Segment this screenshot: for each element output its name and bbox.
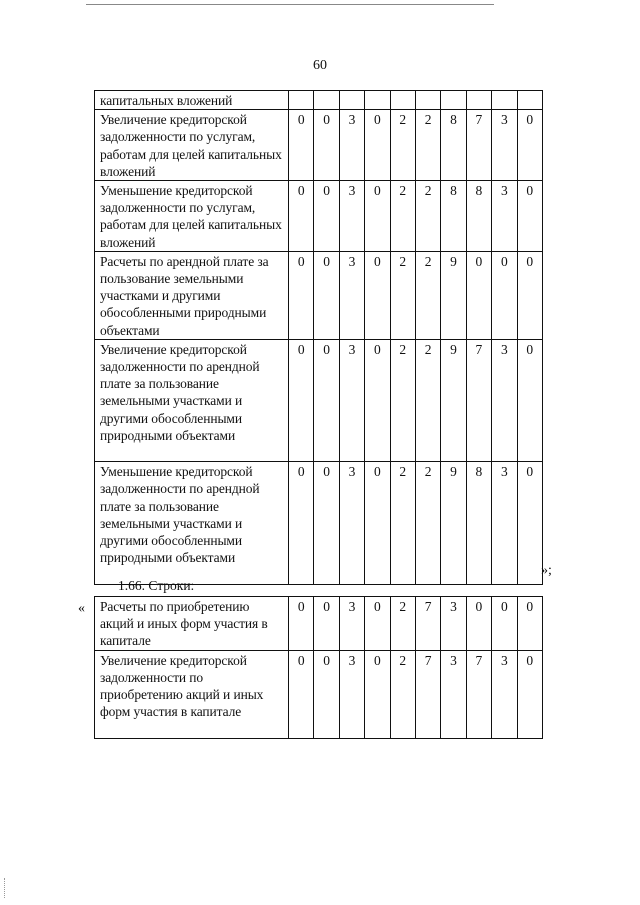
code-digit-cell: 0 — [466, 251, 491, 339]
row-label: Увеличение кредиторской задолженности по арендной плате за пользование земельными участками и другими обособленными природными объектами — [95, 339, 289, 461]
code-digit-cell: 0 — [289, 650, 314, 738]
code-digit-cell: 2 — [390, 181, 415, 252]
code-digit-cell: 8 — [441, 181, 466, 252]
code-digit-cell: 3 — [339, 181, 364, 252]
code-digit-cell: 0 — [365, 650, 390, 738]
code-digit-cell — [517, 91, 542, 110]
code-digit-cell: 0 — [517, 339, 542, 461]
code-digit-cell: 0 — [289, 110, 314, 181]
code-digit-cell: 3 — [492, 650, 517, 738]
code-digit-cell: 9 — [441, 339, 466, 461]
accounts-table-new-rows — [94, 596, 543, 739]
code-digit-cell — [390, 91, 415, 110]
code-digit-cell: 2 — [390, 110, 415, 181]
row-label: капитальных вложений — [95, 91, 289, 110]
table-row — [95, 597, 543, 651]
table-row — [95, 181, 543, 252]
code-digit-cell — [415, 91, 440, 110]
accounts-table-body — [95, 597, 543, 739]
code-digit-cell: 3 — [492, 462, 517, 584]
section-label: 1.66. Строки: — [118, 578, 195, 593]
opening-quote: « — [78, 601, 85, 616]
code-digit-cell: 0 — [314, 650, 339, 738]
margin-mark — [4, 878, 6, 898]
code-digit-cell: 0 — [365, 251, 390, 339]
code-digit-cell: 0 — [517, 597, 542, 651]
code-digit-cell — [441, 91, 466, 110]
code-digit-cell — [492, 91, 517, 110]
code-digit-cell: 0 — [314, 181, 339, 252]
code-digit-cell: 3 — [441, 597, 466, 651]
code-digit-cell: 2 — [390, 339, 415, 461]
code-digit-cell: 3 — [492, 110, 517, 181]
code-digit-cell: 0 — [289, 462, 314, 584]
code-digit-cell: 0 — [289, 181, 314, 252]
code-digit-cell: 0 — [365, 181, 390, 252]
table-row — [95, 91, 543, 110]
code-digit-cell: 3 — [492, 339, 517, 461]
code-digit-cell: 7 — [466, 110, 491, 181]
top-rule — [86, 4, 494, 5]
code-digit-cell: 3 — [339, 110, 364, 181]
code-digit-cell: 0 — [517, 251, 542, 339]
code-digit-cell: 0 — [517, 650, 542, 738]
code-digit-cell: 0 — [365, 110, 390, 181]
accounts-table-continued — [94, 90, 543, 585]
code-digit-cell: 2 — [390, 462, 415, 584]
code-digit-cell: 7 — [415, 650, 440, 738]
code-digit-cell: 3 — [492, 181, 517, 252]
code-digit-cell: 7 — [415, 597, 440, 651]
code-digit-cell: 3 — [339, 339, 364, 461]
code-digit-cell: 2 — [390, 597, 415, 651]
row-label: Уменьшение кредиторской задолженности по услугам, работам для целей капитальных вложений — [95, 181, 289, 252]
code-digit-cell: 3 — [441, 650, 466, 738]
code-digit-cell — [339, 91, 364, 110]
code-digit-cell: 3 — [339, 251, 364, 339]
table-row — [95, 110, 543, 181]
code-digit-cell: 0 — [517, 462, 542, 584]
code-digit-cell: 2 — [390, 251, 415, 339]
code-digit-cell: 0 — [492, 251, 517, 339]
code-digit-cell: 3 — [339, 462, 364, 584]
code-digit-cell: 3 — [339, 650, 364, 738]
table-row — [95, 650, 543, 738]
table-row — [95, 462, 543, 584]
row-label: Увеличение кредиторской задолженности по приобретению акций и иных форм участия в капитале — [95, 650, 289, 738]
code-digit-cell — [289, 91, 314, 110]
code-digit-cell: 2 — [415, 462, 440, 584]
row-label: Увеличение кредиторской задолженности по услугам, работам для целей капитальных вложений — [95, 110, 289, 181]
code-digit-cell: 7 — [466, 650, 491, 738]
code-digit-cell — [466, 91, 491, 110]
code-digit-cell: 0 — [517, 110, 542, 181]
code-digit-cell: 0 — [314, 597, 339, 651]
code-digit-cell: 0 — [314, 462, 339, 584]
code-digit-cell: 2 — [390, 650, 415, 738]
code-digit-cell: 0 — [492, 597, 517, 651]
row-label: Расчеты по арендной плате за пользование земельными участками и другими обособленными природными объектами — [95, 251, 289, 339]
code-digit-cell: 0 — [289, 339, 314, 461]
code-digit-cell: 2 — [415, 251, 440, 339]
code-digit-cell: 0 — [314, 339, 339, 461]
code-digit-cell: 2 — [415, 339, 440, 461]
code-digit-cell: 2 — [415, 110, 440, 181]
closing-quote: »; — [541, 563, 552, 578]
code-digit-cell: 9 — [441, 251, 466, 339]
code-digit-cell: 0 — [289, 597, 314, 651]
page-number: 60 — [313, 58, 327, 73]
code-digit-cell: 0 — [314, 251, 339, 339]
row-label: Уменьшение кредиторской задолженности по арендной плате за пользование земельными участками и другими обособленными природными объектами — [95, 462, 289, 584]
code-digit-cell: 0 — [466, 597, 491, 651]
code-digit-cell: 8 — [466, 462, 491, 584]
code-digit-cell: 0 — [314, 110, 339, 181]
code-digit-cell: 8 — [466, 181, 491, 252]
code-digit-cell: 9 — [441, 462, 466, 584]
table-row — [95, 251, 543, 339]
code-digit-cell: 0 — [517, 181, 542, 252]
code-digit-cell — [365, 91, 390, 110]
code-digit-cell: 7 — [466, 339, 491, 461]
code-digit-cell: 0 — [365, 339, 390, 461]
row-label: Расчеты по приобретению акций и иных форм участия в капитале — [95, 597, 289, 651]
code-digit-cell: 0 — [365, 462, 390, 584]
code-digit-cell: 3 — [339, 597, 364, 651]
code-digit-cell: 8 — [441, 110, 466, 181]
accounts-table-body — [95, 91, 543, 585]
code-digit-cell: 0 — [289, 251, 314, 339]
code-digit-cell: 0 — [365, 597, 390, 651]
table-row — [95, 339, 543, 461]
code-digit-cell: 2 — [415, 181, 440, 252]
code-digit-cell — [314, 91, 339, 110]
